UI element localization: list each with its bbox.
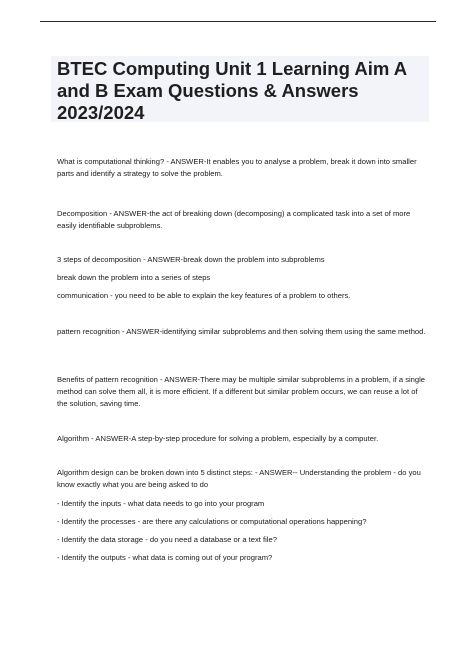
paragraph-decomposition: Decomposition - ANSWER-the act of breaking down (decomposing) a complicated task into a set of more easily identifiable subproblems. <box>57 209 411 230</box>
paragraph-pattern-recognition: pattern recognition - ANSWER-identifying similar subproblems and then solving them using the same method. <box>57 327 426 336</box>
paragraph-algorithm-design: Algorithm design can be broken down into 5 distinct steps: - ANSWER-- Understanding the problem - do you know exactly what you are being asked to do <box>57 468 421 489</box>
paragraph-pattern-recognition-benefits: Benefits of pattern recognition - ANSWER-There may be multiple similar subproblems in a problem, if a single method can solve them all, it is more efficient. If a different but similar problem occurs, we can reuse a lot of the solution, saving time. <box>57 375 426 408</box>
paragraph-algorithm: Algorithm - ANSWER-A step-by-step procedure for solving a problem, especially by a computer. <box>57 434 379 443</box>
paragraph-identify-outputs: - Identify the outputs - what data is coming out of your program? <box>57 553 273 562</box>
paragraph-identify-data-storage: - Identify the data storage - do you need a database or a text file? <box>57 535 277 544</box>
top-rule <box>40 21 436 22</box>
paragraph-computational-thinking: What is computational thinking? - ANSWER-It enables you to analyse a problem, break it down into smaller parts and identify a strategy to solve the problem. <box>57 157 417 178</box>
paragraph-decomposition-steps: 3 steps of decomposition - ANSWER-break down the problem into subproblems <box>57 255 325 264</box>
paragraph-identify-processes: - Identify the processes - are there any calculations or computational operations happening? <box>57 517 367 526</box>
paragraph-decomposition-step-2: break down the problem into a series of steps <box>57 273 211 282</box>
paragraph-identify-inputs: - Identify the inputs - what data needs to go into your program <box>57 499 265 508</box>
paragraph-decomposition-step-3: communication - you need to be able to explain the key features of a problem to others. <box>57 291 351 300</box>
document-title: BTEC Computing Unit 1 Learning Aim A and B Exam Questions & Answers 2023/2024 <box>57 58 407 123</box>
